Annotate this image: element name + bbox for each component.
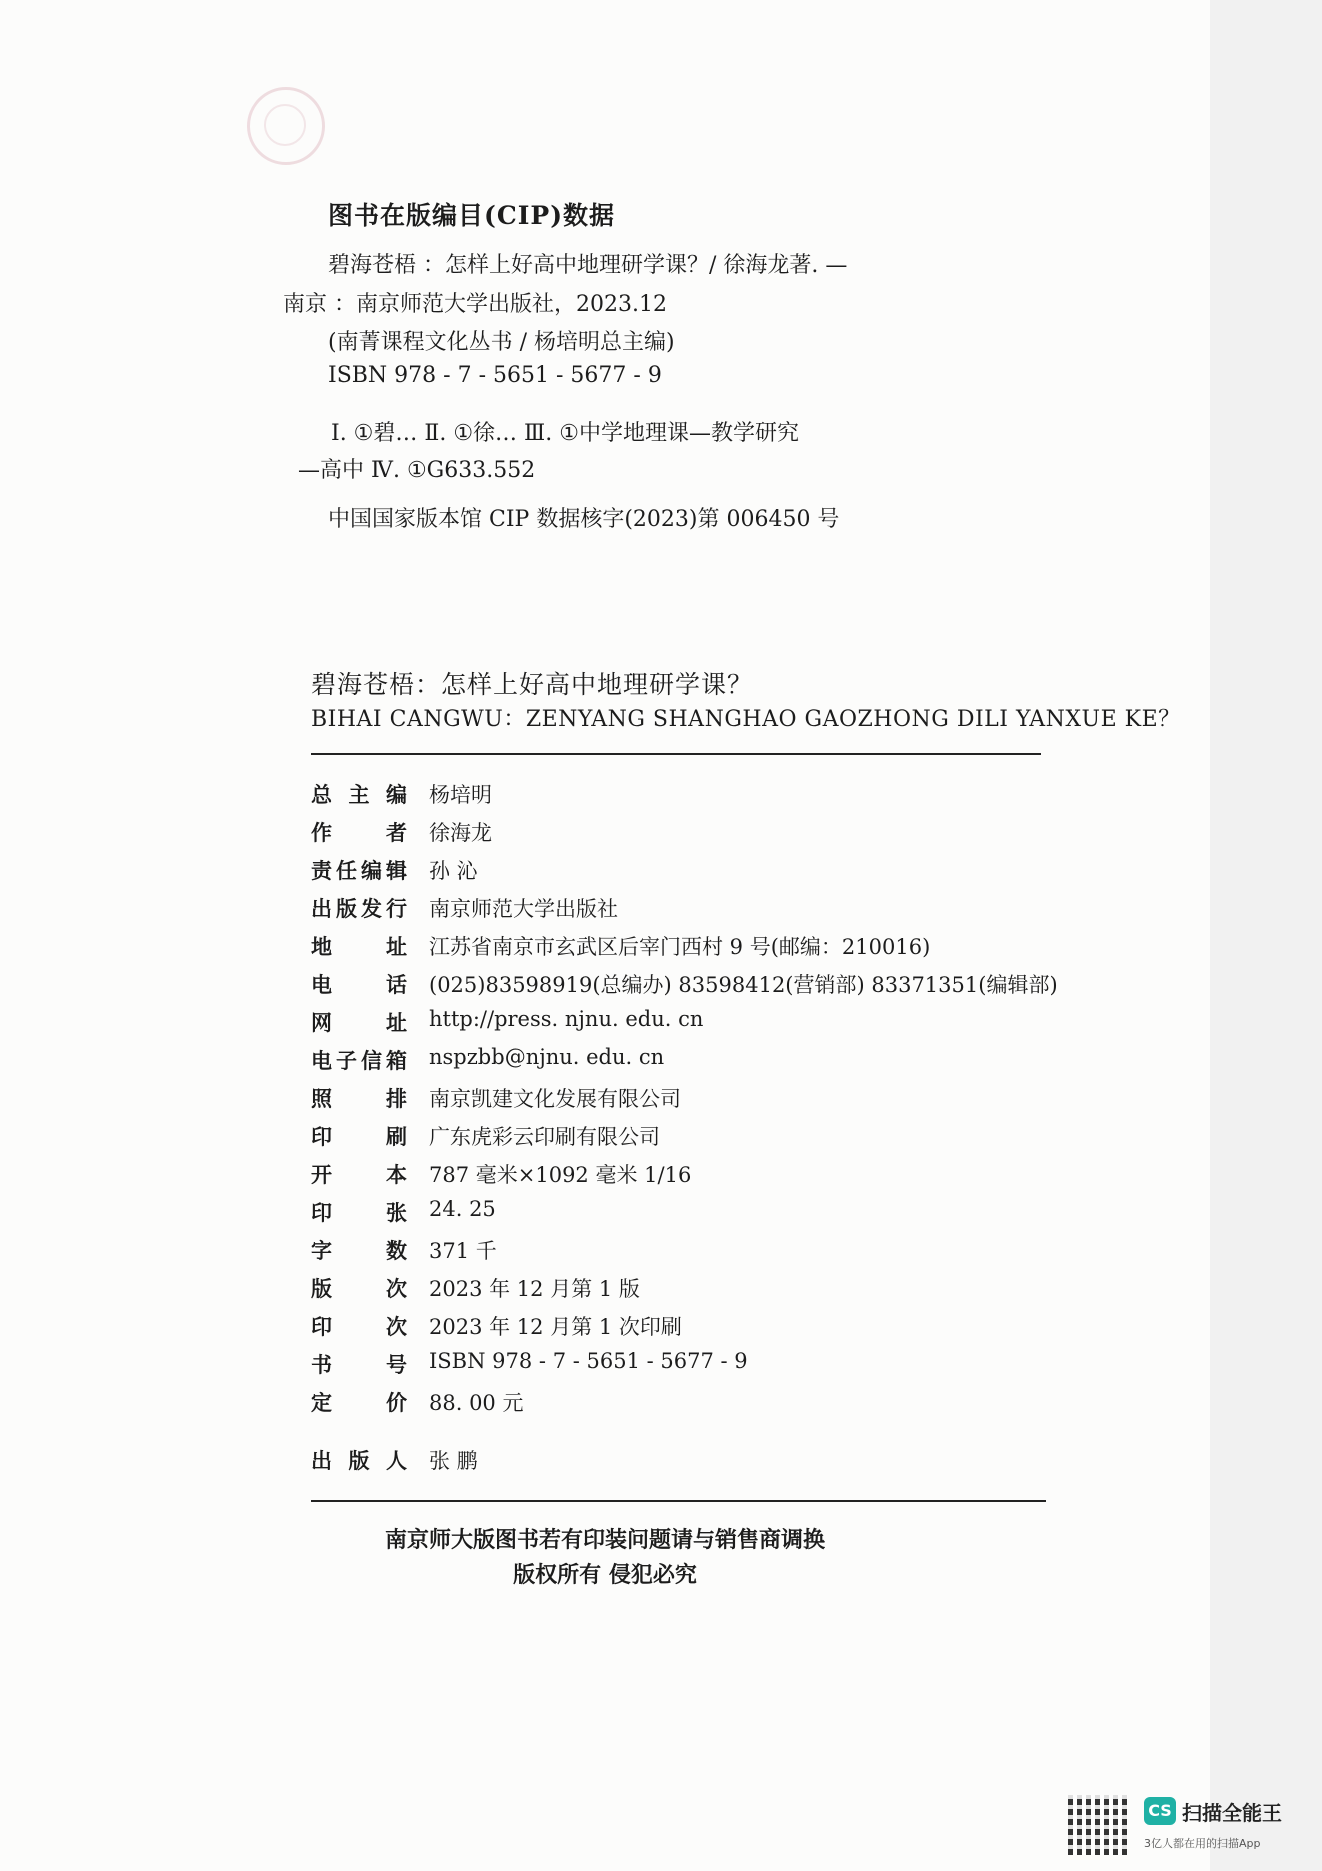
credit-label: 总主编 [311, 782, 407, 807]
credit-value: 徐海龙 [429, 821, 492, 845]
cip-line: 中国国家版本馆 CIP 数据核字(2023)第 006450 号 [328, 507, 840, 532]
credit-label: 出版发行 [311, 896, 407, 921]
credit-value: 南京师范大学出版社 [429, 897, 618, 921]
credit-value: 371 千 [429, 1239, 497, 1263]
credit-label: 作者 [311, 820, 407, 845]
credit-label: 印张 [311, 1200, 407, 1225]
credit-value: ISBN 978 - 7 - 5651 - 5677 - 9 [429, 1349, 748, 1373]
scan-edge [1210, 0, 1322, 1871]
footer-rights: 版权所有 侵犯必究 [513, 1562, 697, 1588]
credit-value: nspzbb@njnu. edu. cn [429, 1045, 665, 1069]
credit-value: 2023 年 12 月第 1 版 [429, 1277, 640, 1301]
credit-value: 787 毫米×1092 毫米 1/16 [429, 1163, 692, 1187]
credit-value: 张 鹏 [429, 1449, 478, 1473]
credit-label: 印刷 [311, 1124, 407, 1149]
credit-label: 出版人 [311, 1448, 407, 1473]
divider-rule [311, 753, 1041, 755]
cip-line: (南菁课程文化丛书 / 杨培明总主编) [328, 330, 675, 355]
qr-code-icon [1068, 1795, 1128, 1855]
library-stamp [247, 87, 325, 165]
cip-line: Ⅰ. ①碧… Ⅱ. ①徐… Ⅲ. ①中学地理课—教学研究 [331, 421, 799, 446]
credit-value: 南京凯建文化发展有限公司 [429, 1087, 681, 1111]
credit-value: 广东虎彩云印刷有限公司 [429, 1125, 660, 1149]
credit-label: 开本 [311, 1162, 407, 1187]
cip-line: —高中 Ⅳ. ①G633.552 [298, 458, 536, 483]
scanner-logo: CS [1144, 1797, 1176, 1825]
credit-label: 地址 [311, 934, 407, 959]
scanner-app-name: 扫描全能王 [1182, 1801, 1282, 1825]
credit-label: 电话 [311, 972, 407, 997]
cip-heading: 图书在版编目(CIP)数据 [328, 201, 616, 230]
credit-label: 定价 [311, 1390, 407, 1415]
book-title-pinyin: BIHAI CANGWU：ZENYANG SHANGHAO GAOZHONG DILI YANXUE KE？ [311, 707, 1181, 732]
credit-value: 24. 25 [429, 1197, 496, 1221]
credit-value: 孙 沁 [429, 859, 478, 883]
credit-label: 字数 [311, 1238, 407, 1263]
scanner-watermark [1068, 1795, 1298, 1861]
scanner-tagline: 3亿人都在用的扫描App [1144, 1837, 1261, 1850]
footer-notice: 南京师大版图书若有印装问题请与销售商调换 [384, 1527, 825, 1553]
credit-label: 印次 [311, 1314, 407, 1339]
cip-line: 碧海苍梧 ：怎样上好高中地理研学课？/ 徐海龙著. — [328, 253, 848, 278]
credit-value: http://press. njnu. edu. cn [429, 1007, 704, 1031]
cip-line: ISBN 978 - 7 - 5651 - 5677 - 9 [328, 363, 662, 388]
credit-label: 电子信箱 [311, 1048, 407, 1073]
book-title: 碧海苍梧：怎样上好高中地理研学课？ [311, 670, 754, 699]
credit-value: 江苏省南京市玄武区后宰门西村 9 号(邮编：210016) [429, 935, 931, 959]
credit-label: 网址 [311, 1010, 407, 1035]
credit-label: 版次 [311, 1276, 407, 1301]
divider-rule [311, 1500, 1046, 1502]
credit-value: 88. 00 元 [429, 1391, 524, 1415]
credit-value: (025)83598919(总编办) 83598412(营销部) 83371351(编辑部) [429, 973, 1058, 997]
cip-line: 南京 ：南京师范大学出版社，2023.12 [283, 292, 667, 317]
credit-label: 书号 [311, 1352, 407, 1377]
credit-label: 照排 [311, 1086, 407, 1111]
credit-label: 责任编辑 [311, 858, 407, 883]
credit-value: 2023 年 12 月第 1 次印刷 [429, 1315, 682, 1339]
credit-value: 杨培明 [429, 783, 492, 807]
